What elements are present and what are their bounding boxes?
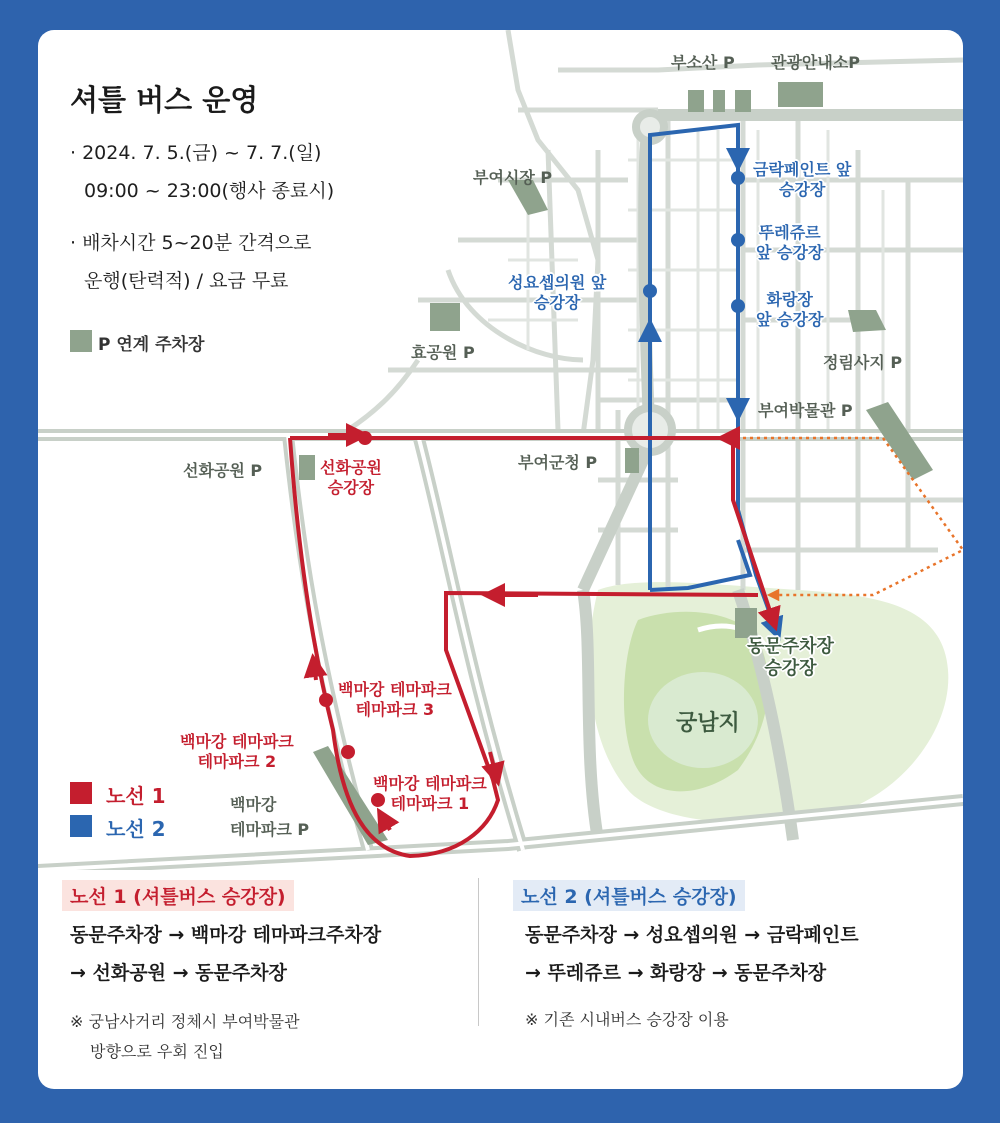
label-hyogongwon: 효공원 P — [411, 343, 475, 362]
route-2-swatch — [70, 815, 92, 837]
schedule-hours: 09:00 ~ 23:00(행사 종료시) — [84, 180, 335, 202]
stop-dongmun: 동문주차장 승강장 — [747, 636, 834, 679]
stop-ttorejure: 뚜레쥬르 앞 승강장 — [756, 223, 824, 262]
stop-theme-1: 백마강 테마파크 테마파크 1 — [373, 774, 487, 813]
label-buyeo-market: 부여시장 P — [473, 168, 553, 187]
route-2-line-1: 동문주차장 → 성요셉의원 → 금락페인트 — [525, 924, 859, 946]
parking-legend-swatch — [70, 330, 92, 352]
label-baekmagang-2: 테마파크 P — [230, 820, 310, 839]
route-1-line-1: 동문주차장 → 백마강 테마파크주차장 — [70, 924, 382, 946]
route-1-legend: 노선 1 — [106, 784, 166, 808]
label-baekmagang-1: 백마강 — [230, 795, 277, 814]
route-1-note-1: ※ 궁남사거리 정체시 부여박물관 — [70, 1012, 300, 1031]
route-2-note-1: ※ 기존 시내버스 승강장 이용 — [525, 1010, 729, 1029]
label-county-office: 부여군청 P — [518, 453, 598, 472]
info-divider — [478, 878, 479, 1026]
label-seonhwa-park: 선화공원 P — [183, 461, 263, 480]
route-1-swatch — [70, 782, 92, 804]
route-2-legend: 노선 2 — [106, 817, 166, 841]
label-pond: 궁남지 — [676, 711, 740, 736]
route-2-heading: 노선 2 (셔틀버스 승강장) — [513, 880, 745, 911]
stop-hwarang: 화랑장 앞 승강장 — [756, 290, 824, 329]
route-1-note-2: 방향으로 우회 진입 — [90, 1042, 224, 1061]
stop-geumrak: 금락페인트 앞 승강장 — [753, 160, 852, 199]
label-tourist-info: 관광안내소P — [771, 53, 861, 72]
label-busosan: 부소산 P — [671, 53, 735, 72]
route-1-heading: 노선 1 (셔틀버스 승강장) — [62, 880, 294, 911]
parking-legend-label: P 연계 주차장 — [98, 335, 205, 355]
route-2-line-2: → 뚜레쥬르 → 화랑장 → 동문주차장 — [525, 962, 827, 984]
route-2-stops — [643, 171, 745, 313]
stop-seonhwa: 선화공원 승강장 — [320, 458, 382, 497]
stop-theme-2: 백마강 테마파크 테마파크 2 — [180, 732, 294, 771]
label-museum: 부여박물관 P — [758, 401, 853, 420]
route-1-line-2: → 선화공원 → 동문주차장 — [70, 962, 287, 984]
label-jeongrimsaji: 정림사지 P — [823, 353, 903, 372]
interval-line-2: 운행(탄력적) / 요금 무료 — [84, 270, 289, 292]
detour-path — [743, 438, 963, 595]
interval-line-1: · 배차시간 5~20분 간격으로 — [70, 232, 312, 254]
stop-seongyo: 성요셉의원 앞 승강장 — [508, 273, 607, 312]
schedule-period: · 2024. 7. 5.(금) ~ 7. 7.(일) — [70, 142, 322, 164]
shuttle-info-card — [38, 30, 963, 1089]
stop-theme-3: 백마강 테마파크 테마파크 3 — [338, 680, 452, 719]
page-title: 셔틀 버스 운영 — [70, 83, 259, 117]
